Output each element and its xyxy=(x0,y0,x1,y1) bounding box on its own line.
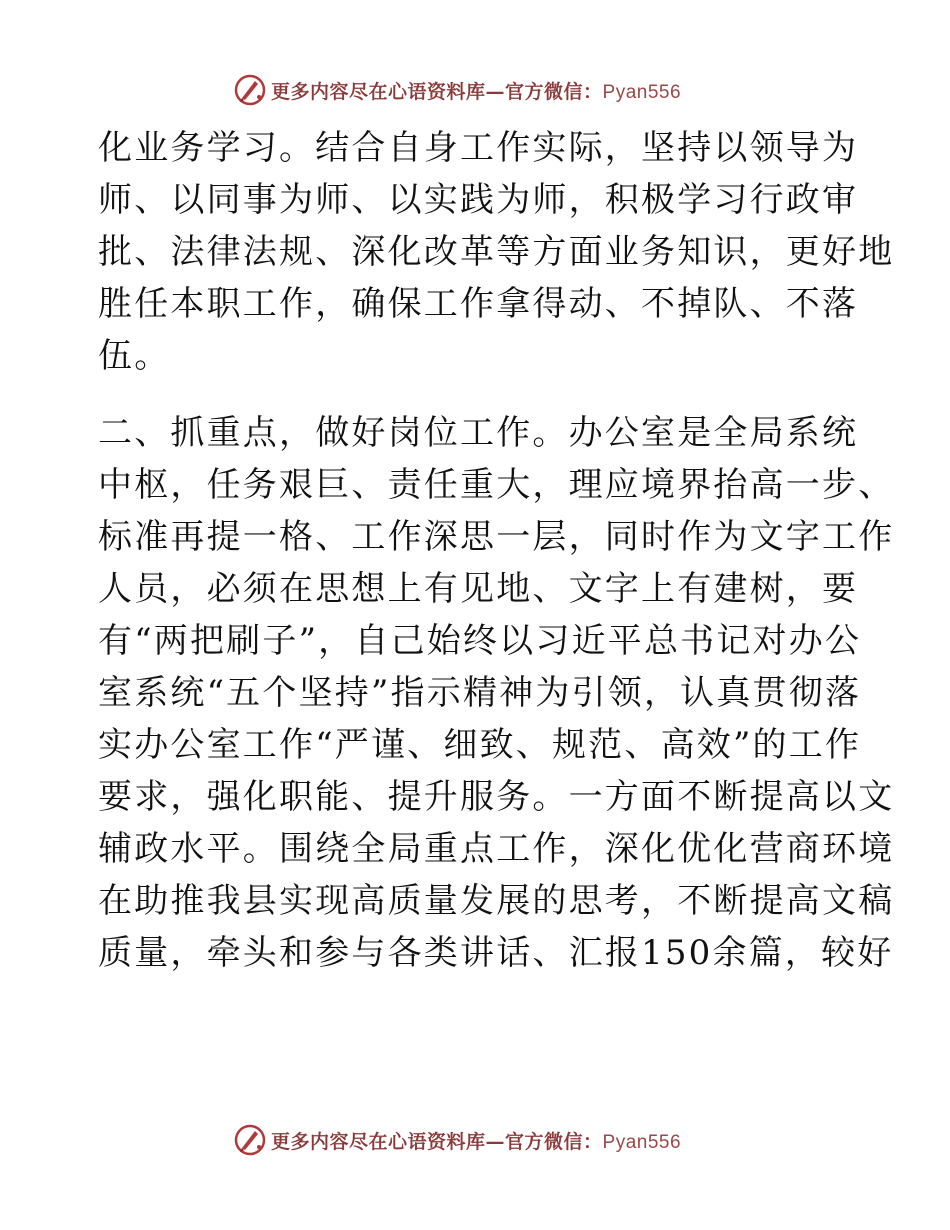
watermark-text xyxy=(271,1127,681,1154)
text-line: 有“两把刷子”，自己始终以习近平总书记对办公 xyxy=(98,621,862,661)
watermark-text xyxy=(271,77,681,104)
text-line: 标准再提一格、工作深思一层，同时作为文字工作 xyxy=(98,517,895,557)
text-line: 要求，强化职能、提升服务。一方面不断提高以文 xyxy=(98,777,895,817)
text-line: 人员，必须在思想上有见地、文字上有建树，要 xyxy=(98,569,859,609)
watermark-separator: — xyxy=(485,1130,506,1153)
watermark-separator: — xyxy=(485,80,506,103)
paragraph-1 xyxy=(98,122,895,382)
watermark-account-label: 官方微信： xyxy=(505,1130,603,1153)
watermark-account-id: Pyan556 xyxy=(602,1131,682,1153)
text-line: 室系统“五个坚持”指示精神为引领，认真贯彻落 xyxy=(98,673,862,713)
watermark-site: 更多内容尽在心语资料库 xyxy=(271,80,486,103)
watermark-footer xyxy=(233,1120,681,1160)
text-line: 批、法律法规、深化改革等方面业务知识，更好地 xyxy=(98,232,895,272)
document-body xyxy=(98,122,895,979)
quill-pen-circle-icon xyxy=(233,73,267,107)
text-line: 化业务学习。结合自身工作实际，坚持以领导为 xyxy=(98,128,859,168)
watermark-account-id: Pyan556 xyxy=(602,81,682,103)
watermark-account-label: 官方微信： xyxy=(505,80,603,103)
text-line: 中枢，任务艰巨、责任重大，理应境界抬高一步、 xyxy=(98,465,895,505)
text-line: 师、以同事为师、以实践为师，积极学习行政审 xyxy=(98,180,859,220)
text-line: 辅政水平。围绕全局重点工作，深化优化营商环境 xyxy=(98,829,895,869)
text-line: 胜任本职工作，确保工作拿得动、不掉队、不落 xyxy=(98,284,859,324)
paragraph-2 xyxy=(98,407,895,979)
text-line: 质量，牵头和参与各类讲话、汇报150余篇，较好 xyxy=(98,933,894,973)
watermark-site: 更多内容尽在心语资料库 xyxy=(271,1130,486,1153)
watermark-header xyxy=(233,70,681,110)
text-line: 实办公室工作“严谨、细致、规范、高效”的工作 xyxy=(98,725,862,765)
section-heading-line: 二、抓重点，做好岗位工作。办公室是全局系统 xyxy=(98,413,859,453)
quill-pen-circle-icon xyxy=(233,1123,267,1157)
text-line: 伍。 xyxy=(98,336,171,376)
text-line: 在助推我县实现高质量发展的思考，不断提高文稿 xyxy=(98,881,895,921)
